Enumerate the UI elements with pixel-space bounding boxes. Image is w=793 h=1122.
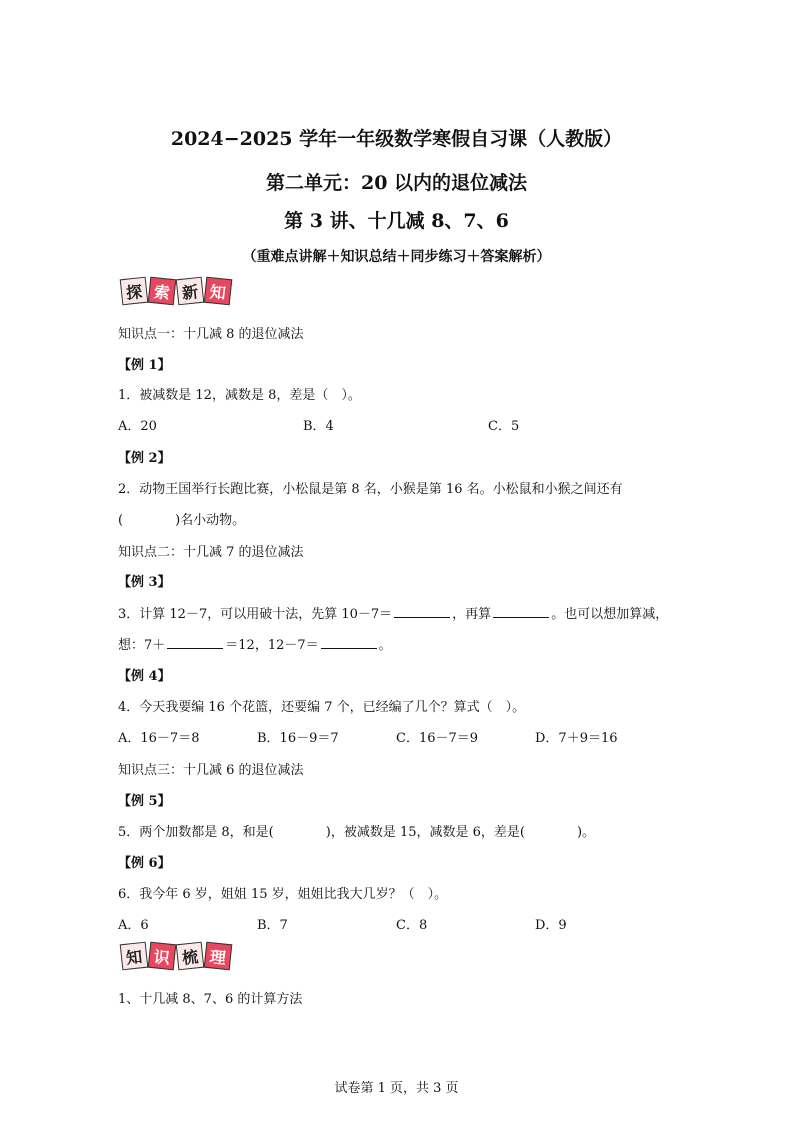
example-3-text: 想：7＋ [118, 638, 166, 653]
example-6-label: 【例 6】 [118, 856, 171, 871]
answer-blank [394, 605, 450, 618]
badge-char: 新 [176, 277, 205, 306]
example-3-question-line1 [118, 603, 668, 622]
example-5-question: 5．两个加数都是 8，和是( )，被减数是 15，减数是 6，差是( )。 [118, 825, 596, 840]
example-3-text: ，再算 [452, 607, 492, 622]
page-footer: 试卷第 1 页，共 3 页 [334, 1081, 459, 1096]
option-d: D．9 [535, 918, 567, 933]
example-3-text: 。也可以想加算减， [551, 607, 669, 622]
badge-char: 知 [204, 277, 233, 306]
example-1-label: 【例 1】 [118, 358, 171, 373]
option-b: B．16－9＝7 [257, 731, 339, 746]
example-3-text: ＝12，12－7＝ [225, 638, 319, 653]
example-2-question-line1: 2．动物王国举行长跑比赛，小松鼠是第 8 名，小猴是第 16 名。小松鼠和小猴之间还有 [118, 482, 623, 497]
option-c: C．5 [488, 419, 520, 434]
knowledge-point-1: 知识点一：十几减 8 的退位减法 [118, 327, 304, 342]
explore-new-knowledge-badge [121, 278, 233, 304]
badge-char: 索 [148, 277, 177, 306]
example-3-label: 【例 3】 [118, 575, 171, 590]
answer-blank [167, 636, 223, 649]
option-a: A．20 [118, 419, 157, 434]
example-2-question-line2: ( )名小动物。 [118, 513, 246, 528]
badge-char: 梳 [176, 942, 205, 971]
lesson-title: 第 3 讲、十几减 8、7、6 [284, 210, 509, 232]
answer-blank [493, 605, 549, 618]
knowledge-point-3: 知识点三：十几减 6 的退位减法 [118, 763, 304, 778]
example-2-label: 【例 2】 [118, 451, 171, 466]
example-3-text: 3．计算 12－7，可以用破十法，先算 10－7＝ [118, 607, 393, 622]
summary-item-1: 1、十几减 8、7、6 的计算方法 [118, 992, 303, 1007]
option-c: C．8 [396, 918, 428, 933]
example-6-question: 6．我今年 6 岁，姐姐 15 岁，姐姐比我大几岁？（ ）。 [118, 887, 448, 902]
example-4-question: 4．今天我要编 16 个花篮，还要编 7 个，已经编了几个？算式（ ）。 [118, 700, 526, 715]
example-1-question: 1．被减数是 12，减数是 8，差是（ ）。 [118, 388, 361, 403]
example-4-label: 【例 4】 [118, 669, 171, 684]
option-b: B．7 [257, 918, 288, 933]
option-a: A．16－7＝8 [118, 731, 200, 746]
knowledge-point-2: 知识点二：十几减 7 的退位减法 [118, 545, 304, 560]
example-5-label: 【例 5】 [118, 794, 171, 809]
option-d: D．7＋9＝16 [535, 731, 618, 746]
option-c: C．16－7＝9 [396, 731, 479, 746]
badge-char: 知 [120, 942, 149, 971]
badge-char: 探 [120, 277, 149, 306]
option-b: B．4 [303, 419, 334, 434]
document-title: 2024−2025 学年一年级数学寒假自习课（人教版） [170, 128, 623, 150]
unit-title: 第二单元：20 以内的退位减法 [265, 172, 528, 194]
badge-char: 理 [204, 942, 233, 971]
example-3-question-line2 [118, 634, 392, 653]
example-3-text: 。 [378, 638, 392, 653]
badge-char: 识 [148, 942, 177, 971]
knowledge-summary-badge [121, 943, 233, 969]
answer-blank [321, 636, 377, 649]
lesson-subtitle: （重难点讲解＋知识总结＋同步练习＋答案解析） [242, 249, 551, 265]
option-a: A．6 [118, 918, 149, 933]
